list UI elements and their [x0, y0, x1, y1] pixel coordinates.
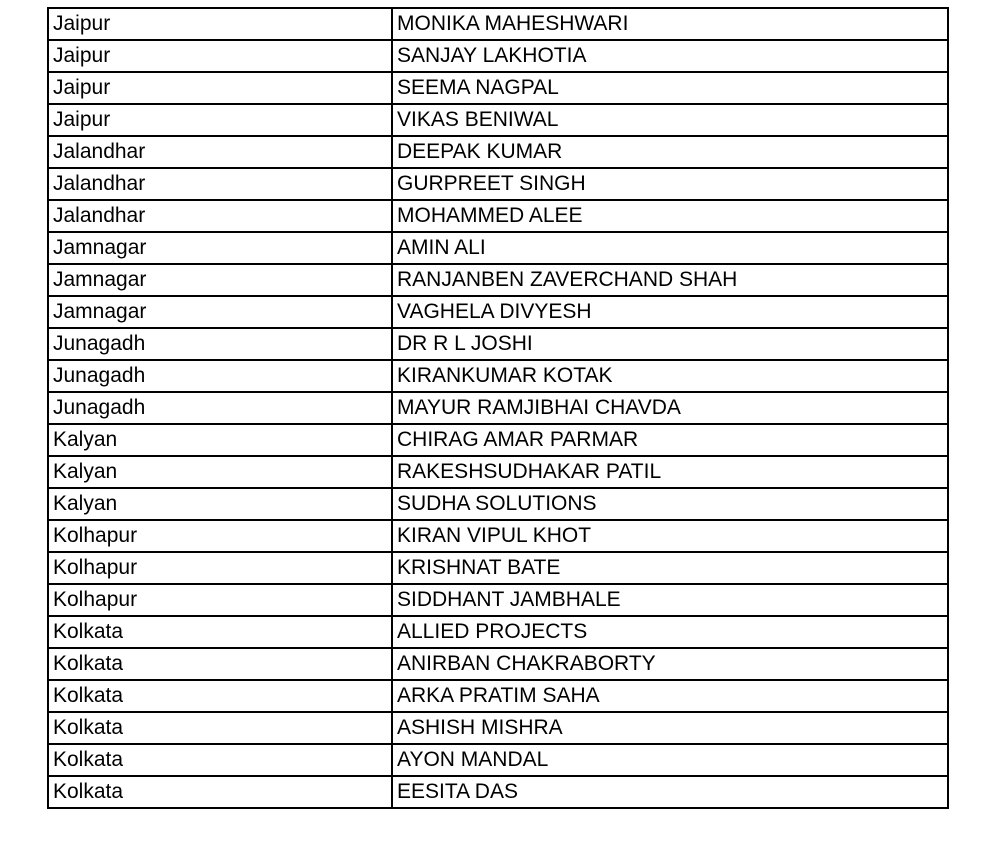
city-cell[interactable]: Kalyan — [48, 488, 392, 520]
city-cell[interactable]: Jamnagar — [48, 232, 392, 264]
table-row — [48, 360, 948, 392]
name-cell[interactable]: DR R L JOSHI — [392, 328, 948, 360]
table-row — [48, 40, 948, 72]
city-cell[interactable]: Jaipur — [48, 72, 392, 104]
name-cell[interactable]: SIDDHANT JAMBHALE — [392, 584, 948, 616]
name-cell[interactable]: KRISHNAT BATE — [392, 552, 948, 584]
table-row — [48, 168, 948, 200]
table-row — [48, 584, 948, 616]
table-row — [48, 8, 948, 40]
name-cell[interactable]: SEEMA NAGPAL — [392, 72, 948, 104]
name-cell[interactable]: AMIN ALI — [392, 232, 948, 264]
name-cell[interactable]: MOHAMMED ALEE — [392, 200, 948, 232]
table-row — [48, 136, 948, 168]
name-cell[interactable]: GURPREET SINGH — [392, 168, 948, 200]
name-cell[interactable]: MAYUR RAMJIBHAI CHAVDA — [392, 392, 948, 424]
city-cell[interactable]: Jaipur — [48, 104, 392, 136]
name-cell[interactable]: DEEPAK KUMAR — [392, 136, 948, 168]
table-body — [48, 8, 948, 808]
table-row — [48, 712, 948, 744]
name-cell[interactable]: MONIKA MAHESHWARI — [392, 8, 948, 40]
table-row — [48, 200, 948, 232]
name-cell[interactable]: AYON MANDAL — [392, 744, 948, 776]
table-row — [48, 264, 948, 296]
table-row — [48, 648, 948, 680]
city-cell[interactable]: Jamnagar — [48, 264, 392, 296]
city-cell[interactable]: Kolhapur — [48, 552, 392, 584]
name-cell[interactable]: RAKESHSUDHAKAR PATIL — [392, 456, 948, 488]
table-row — [48, 72, 948, 104]
name-cell[interactable]: ALLIED PROJECTS — [392, 616, 948, 648]
table-row — [48, 776, 948, 808]
city-cell[interactable]: Jalandhar — [48, 168, 392, 200]
name-cell[interactable]: ARKA PRATIM SAHA — [392, 680, 948, 712]
table-row — [48, 392, 948, 424]
table-row — [48, 744, 948, 776]
city-cell[interactable]: Jalandhar — [48, 200, 392, 232]
city-cell[interactable]: Junagadh — [48, 392, 392, 424]
city-cell[interactable]: Kolkata — [48, 616, 392, 648]
name-cell[interactable]: SUDHA SOLUTIONS — [392, 488, 948, 520]
city-cell[interactable]: Kolkata — [48, 744, 392, 776]
name-cell[interactable]: ANIRBAN CHAKRABORTY — [392, 648, 948, 680]
table-row — [48, 488, 948, 520]
table-row — [48, 296, 948, 328]
table-row — [48, 328, 948, 360]
table-row — [48, 104, 948, 136]
name-cell[interactable]: RANJANBEN ZAVERCHAND SHAH — [392, 264, 948, 296]
city-cell[interactable]: Kalyan — [48, 424, 392, 456]
city-cell[interactable]: Kolkata — [48, 648, 392, 680]
city-cell[interactable]: Kalyan — [48, 456, 392, 488]
name-cell[interactable]: ASHISH MISHRA — [392, 712, 948, 744]
spreadsheet-table-container — [47, 7, 947, 809]
city-cell[interactable]: Kolkata — [48, 680, 392, 712]
city-cell[interactable]: Junagadh — [48, 328, 392, 360]
table-row — [48, 424, 948, 456]
city-cell[interactable]: Kolkata — [48, 776, 392, 808]
table-row — [48, 616, 948, 648]
name-cell[interactable]: EESITA DAS — [392, 776, 948, 808]
table-row — [48, 552, 948, 584]
city-cell[interactable]: Jalandhar — [48, 136, 392, 168]
city-cell[interactable]: Kolkata — [48, 712, 392, 744]
city-cell[interactable]: Jaipur — [48, 40, 392, 72]
table-row — [48, 680, 948, 712]
city-name-table — [47, 7, 949, 809]
name-cell[interactable]: KIRAN VIPUL KHOT — [392, 520, 948, 552]
city-cell[interactable]: Kolhapur — [48, 520, 392, 552]
name-cell[interactable]: VIKAS BENIWAL — [392, 104, 948, 136]
table-row — [48, 232, 948, 264]
name-cell[interactable]: VAGHELA DIVYESH — [392, 296, 948, 328]
city-cell[interactable]: Junagadh — [48, 360, 392, 392]
city-cell[interactable]: Jamnagar — [48, 296, 392, 328]
name-cell[interactable]: KIRANKUMAR KOTAK — [392, 360, 948, 392]
city-cell[interactable]: Jaipur — [48, 8, 392, 40]
name-cell[interactable]: SANJAY LAKHOTIA — [392, 40, 948, 72]
table-row — [48, 520, 948, 552]
table-row — [48, 456, 948, 488]
city-cell[interactable]: Kolhapur — [48, 584, 392, 616]
name-cell[interactable]: CHIRAG AMAR PARMAR — [392, 424, 948, 456]
